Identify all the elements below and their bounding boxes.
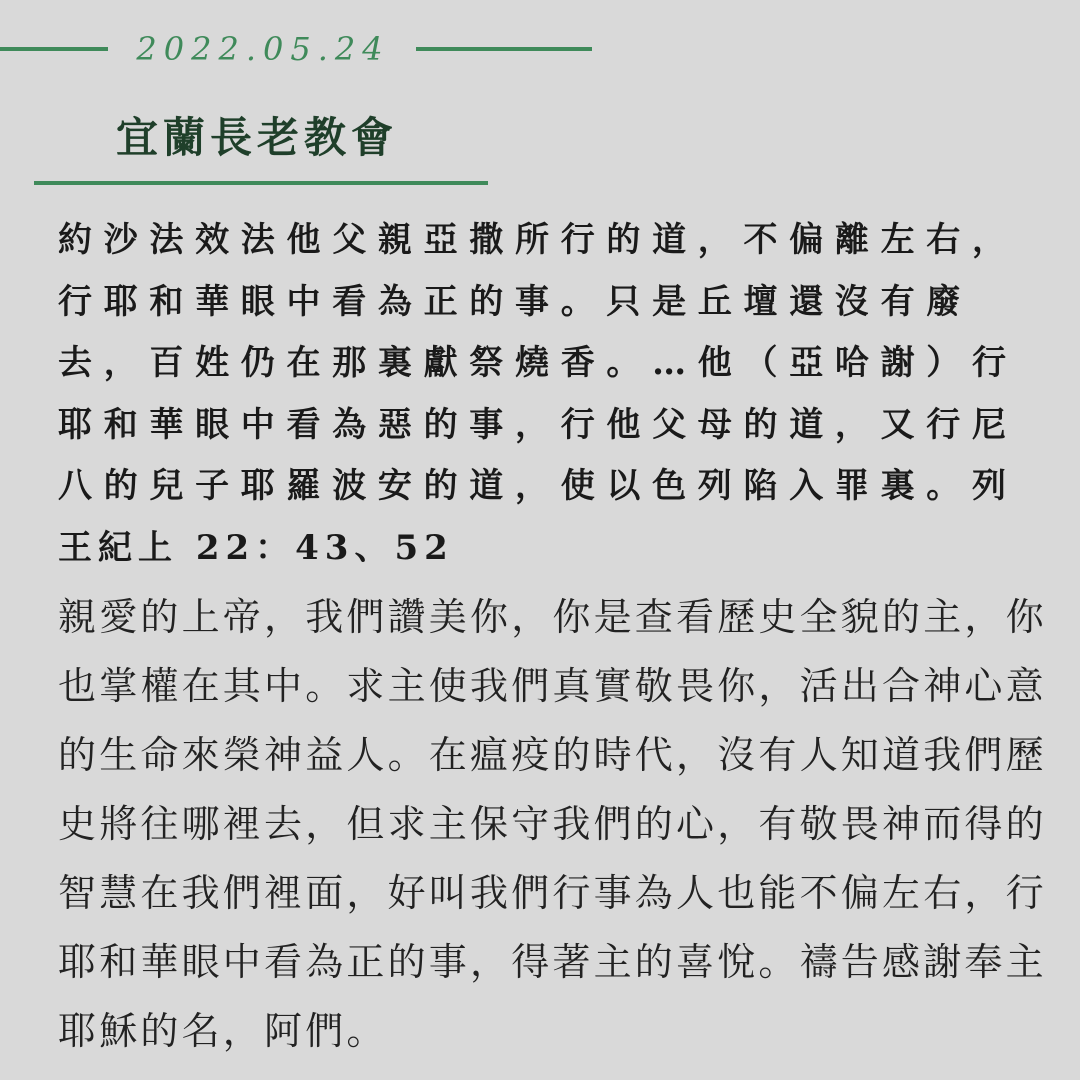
- scripture-text: 約沙法效法他父親亞撒所行的道，不偏離左右，行耶和華眼中看為正的事。只是丘壇還沒有廢去，百姓仍在那裏獻祭燒香。…他（亞哈謝）行耶和華眼中看為惡的事，行他父母的道，又行尼八的兒子耶羅波安的道，使以色列陷入罪裏。: [58, 220, 1018, 506]
- header-rule-left: [0, 47, 108, 51]
- prayer-text: 親愛的上帝，我們讚美你，你是查看歷史全貌的主，你也掌權在其中。求主使我們真實敬畏你，活出合神心意的生命來榮神益人。在瘟疫的時代，沒有人知道我們歷史將往哪裡去，但求主保守我們的心，有敬畏神而得的智慧在我們裡面，好叫我們行事為人也能不偏左右，行耶和華眼中看為正的事，得著主的喜悅。禱告感謝奉主耶穌的名，阿們。: [58, 595, 1047, 1053]
- title-underline: [34, 181, 488, 185]
- date-label: 2022.05.24: [136, 30, 390, 68]
- scripture-passage: [58, 210, 1022, 579]
- scripture-reference: 列王紀上 22：43、52: [58, 466, 1012, 568]
- church-name: 宜蘭長老教會: [116, 113, 399, 162]
- prayer-body: [58, 583, 1058, 1066]
- header-rule-right: [416, 47, 592, 51]
